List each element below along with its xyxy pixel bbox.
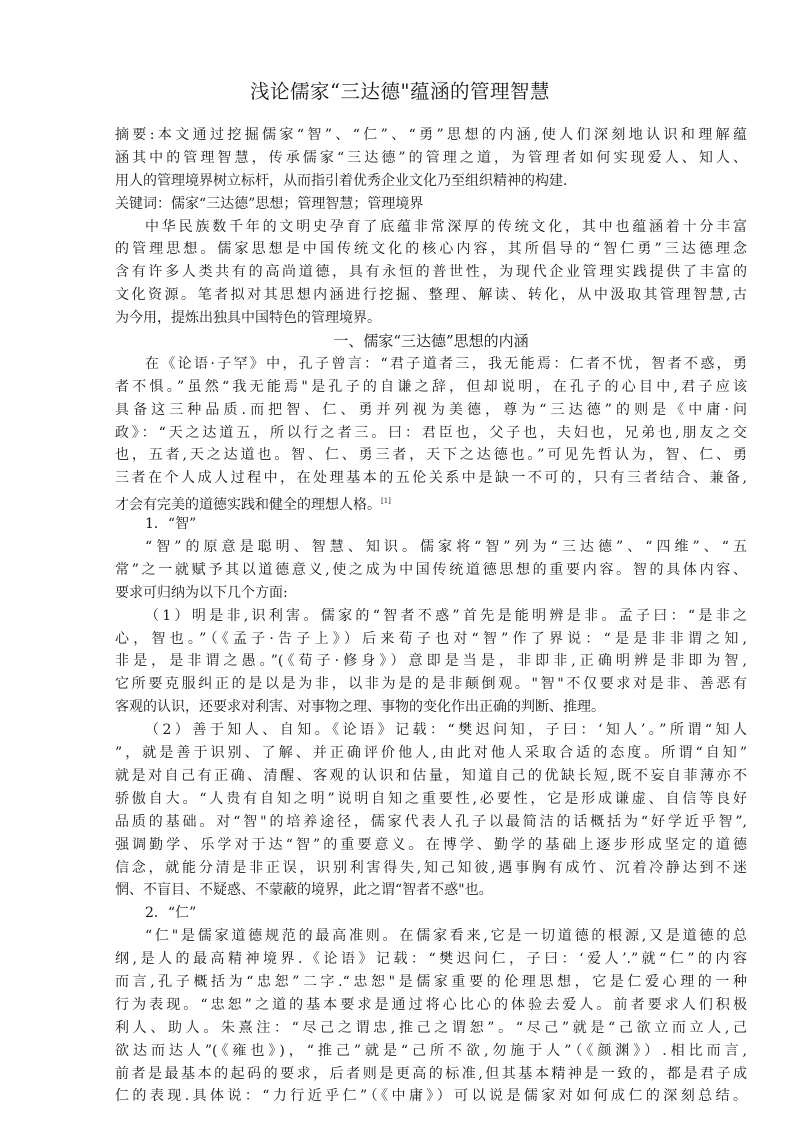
text-line: 者不惧。”虽然“我无能焉"是孔子的自谦之辞，但却说明，在孔子的心目中,君子应该	[115, 378, 747, 395]
document-title: 浅论儒家“三达德"蕴涵的管理智慧	[250, 80, 550, 103]
text-line: 在《论语·子罕》中，孔子曾言：“君子道者三，我无能焉：仁者不忧，智者不惑，勇	[145, 355, 747, 372]
text-line: 信念，就能分清是非正误，识别利害得失,知己知彼,遇事胸有成竹、沉着冷静达到不迷	[115, 859, 747, 876]
text-line: 的管理思想。儒家思想是中国传统文化的核心内容，其所倡导的“智仁勇”三达德理念	[115, 241, 747, 258]
text-line: 用人的管理境界树立标杆，从而指引着优秀企业文化乃至组织精神的构建.	[115, 172, 568, 189]
text-line: 客观的认识，还要求对利害、对事物之理、事物的变化作出正确的判断、推理。	[115, 699, 605, 716]
text-line: 非是，是非谓之愚。”(《荀子·修身》）意即是当是，非即非,正确明辨是非即为智,	[115, 653, 747, 670]
text-line: 2．“仁”	[145, 905, 197, 922]
text-line: 欲达而达人”(《雍也》)，“推己”就是“己所不欲,勿施于人”（《颜渊》）.相比而言,	[115, 1042, 747, 1059]
text-line: 要求可归纳为以下几个方面:	[115, 584, 288, 601]
text-line: 纲,是人的最高精神境界.《论语》记载：“樊迟问仁，子曰：‘爱人’.”就“仁”的内容	[115, 951, 747, 968]
text-line: 它所要克服纠正的是以是为非，以非为是的是非颠倒观。"智"不仅要求对是非、善恶有	[115, 676, 747, 693]
text-line: 心，智也。”（《孟子·告子上》）后来荀子也对“智”作了界说：“是是非非谓之知,	[115, 630, 747, 647]
text-line: 就是对自己有正确、清醒、客观的认识和估量，知道自己的优缺长短,既不妄自菲薄亦不	[115, 767, 747, 784]
text-line: 关键词：儒家“三达德”思想；管理智慧；管理境界	[115, 195, 424, 212]
text-line: 前者是最基本的起码的要求，后者则是更高的标准,但其基本精神是一致的，都是君子成	[115, 1065, 747, 1082]
text-line: 仁的表现.具体说：“力行近乎仁”（《中庸》）可以说是儒家对如何成仁的深刻总结。	[115, 1088, 747, 1105]
text-line: 含有许多人类共有的高尚道德，具有永恒的普世性，为现代企业管理实践提供了丰富的	[115, 264, 747, 281]
text-line: 行为表现。“忠恕”之道的基本要求是通过将心比心的体验去爱人。前者要求人们积极	[115, 996, 747, 1013]
text-line: 才会有完美的道德实践和健全的理想人格。[1]	[115, 497, 391, 514]
section-heading: 一、儒家“三达德”思想的内涵	[333, 332, 529, 351]
text-line: 涵其中的管理智慧，传承儒家“三达德”的管理之道，为管理者如何实现爱人、知人、	[115, 149, 747, 166]
text-line: 三者在个人成人过程中，在处理基本的五伦关系中是缺一不可的，只有三者结合、兼备,	[115, 470, 747, 487]
text-line: 强调勤学、乐学对于达“智”的重要意义。在博学、勤学的基础上逐步形成坚定的道德	[115, 836, 747, 853]
text-line: 惘、不盲目、不疑惑、不蒙蔽的境界，此之谓“智者不惑"也。	[115, 882, 493, 899]
text-line: 而言,孔子概括为“忠恕”二字.“忠恕"是儒家重要的伦理思想，它是仁爱心理的一种	[115, 973, 747, 990]
text-line: 骄傲自大。“人贵有自知之明”说明自知之重要性,必要性，它是形成谦虚、自信等良好	[115, 790, 747, 807]
text-line: “仁"是儒家道德规范的最高准则。在儒家看来,它是一切道德的根源,又是道德的总	[145, 928, 747, 945]
text-line: 1．“智”	[145, 516, 197, 533]
text-line: 为今用，提炼出独具中国特色的管理境界。	[115, 310, 381, 327]
text-line: “智”的原意是聪明、智慧、知识。儒家将“智”列为“三达德”、“四维”、“五	[145, 539, 747, 556]
text-line: 具备这三种品质.而把智、仁、勇并列视为美德，尊为“三达德”的则是《中庸·问	[115, 401, 747, 418]
text-line: 常”之一就赋予其以道德意义,使之成为中国传统道德思想的重要内容。智的具体内容、	[115, 561, 747, 578]
citation-mark: [1]	[381, 497, 391, 506]
text-line: （2）善于知人、自知。《论语》记载：“樊迟问知，子曰：‘知人’。”所谓“知人	[145, 722, 747, 739]
text-line: 中华民族数千年的文明史孕育了底蕴非常深厚的传统文化，其中也蕴涵着十分丰富	[145, 218, 747, 235]
text-line: （1）明是非,识利害。儒家的“智者不惑”首先是能明辨是非。孟子曰：“是非之	[145, 607, 747, 624]
text-line: ”，就是善于识别、了解、并正确评价他人,由此对他人采取合适的态度。所谓“自知”	[115, 745, 747, 762]
text-line: 利人、助人。朱熹注：“尽己之谓忠,推己之谓恕”。“尽己”就是“己欲立而立人,己	[115, 1019, 747, 1036]
text-line: 政》：“天之达道五，所以行之者三。曰：君臣也，父子也，夫妇也，兄弟也,朋友之交	[115, 424, 747, 441]
text-line: 也，五者,天之达道也。智、仁、勇三者，天下之达德也。”可见先哲认为，智、仁、勇	[115, 447, 747, 464]
text-line: 品质的基础。对“智"的培养途径，儒家代表人孔子以最简洁的话概括为“好学近乎智”,	[115, 813, 747, 830]
text-line: 摘要:本文通过挖掘儒家“智”、“仁”、“勇”思想的内涵,使人们深刻地认识和理解蕴	[115, 127, 747, 143]
document-body	[115, 124, 747, 1108]
text-line: 文化资源。笔者拟对其思想内涵进行挖掘、整理、解读、转化，从中汲取其管理智慧,古	[115, 287, 747, 304]
